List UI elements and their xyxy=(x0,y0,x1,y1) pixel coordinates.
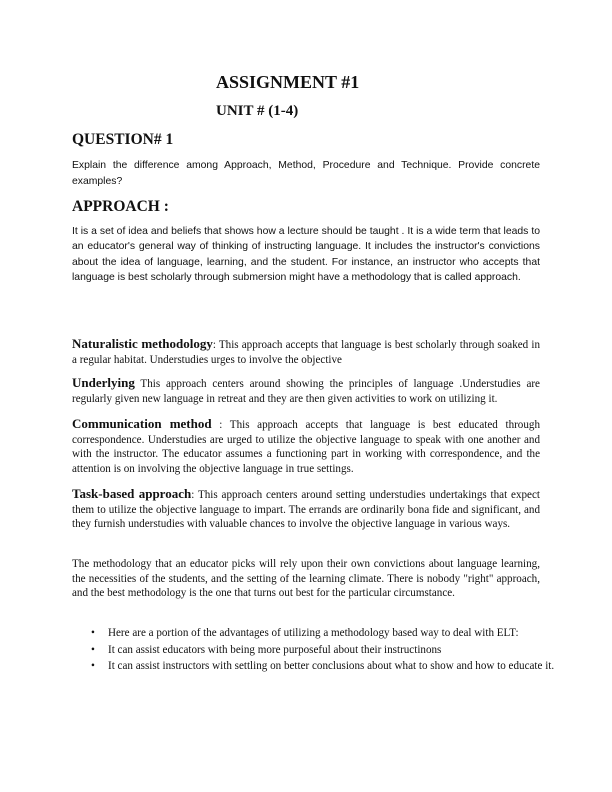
list-item-text: Here are a portion of the advantages of utilizing a methodology based way to deal with ELT: xyxy=(108,627,519,639)
summary-paragraph: The methodology that an educator picks will rely upon their own convictions about language learning, the necessities of the students, and the setting of the learning climate. There is nobody "right" approach, and the best methodology is the one that turns out best for the particular circumstance. xyxy=(72,558,540,600)
approach-paragraph: It is a set of idea and beliefs that shows how a lecture should be taught . It is a wide term that leads to an educator's general way of thinking of instructing language. It includes the instructor's convictions about the idea of language, learning, and the student. For instance, an instructor who accepts that language is best scholarly through submersion might have a methodology that is called approach. xyxy=(72,226,540,284)
question-heading: QUESTION# 1 xyxy=(72,131,174,148)
task-based-term: Task-based approach xyxy=(72,486,192,501)
underlying-text: This approach centers around showing the principles of language .Understudies are regularly given new language in retreat and they are then given activities to work on utilizing it. xyxy=(72,378,540,405)
list-item xyxy=(91,643,576,658)
naturalistic-paragraph xyxy=(72,337,540,367)
task-based-paragraph xyxy=(72,487,540,532)
bullet-icon: • xyxy=(91,660,95,673)
advantages-list xyxy=(72,626,576,676)
communication-text: : This approach accepts that language is best educated through correspondence. Understudies are urged to utilize the objective language to speak with one another and with the instructor. The educator assumes a functioning part in working with correspondence, and the attention is on involving the objective language in true settings. xyxy=(72,419,540,475)
naturalistic-term: Naturalistic methodology xyxy=(72,336,213,351)
question-text: Explain the difference among Approach, Method, Procedure and Technique. Provide concrete examples? xyxy=(72,160,540,187)
list-item xyxy=(91,659,576,674)
list-item-text: It can assist instructors with settling on better conclusions about what to show and how to educate it. xyxy=(108,660,555,673)
communication-term: Communication method xyxy=(72,416,212,431)
underlying-term: Underlying xyxy=(72,375,135,390)
approach-heading: APPROACH : xyxy=(72,198,169,215)
list-item-text: It can assist educators with being more purposeful about their instructinons xyxy=(108,643,442,656)
underlying-paragraph xyxy=(72,376,540,406)
communication-paragraph xyxy=(72,417,540,476)
bullet-icon: • xyxy=(91,643,95,656)
task-based-text: : This approach centers around setting understudies undertakings that expect them to utilize the objective language to impart. The errands are ordinarily bona fide and significant, and they furnish understudies with valuable chances to involve the objective language in various ways. xyxy=(72,489,540,531)
unit-subtitle: UNIT # (1-4) xyxy=(216,103,299,119)
assignment-title: ASSIGNMENT #1 xyxy=(216,72,360,92)
list-item xyxy=(91,626,576,641)
bullet-icon: • xyxy=(91,627,95,639)
naturalistic-text: : This approach accepts that language is best scholarly through soaked in a regular habitat. Understudies urges to involve the objective xyxy=(72,339,540,366)
